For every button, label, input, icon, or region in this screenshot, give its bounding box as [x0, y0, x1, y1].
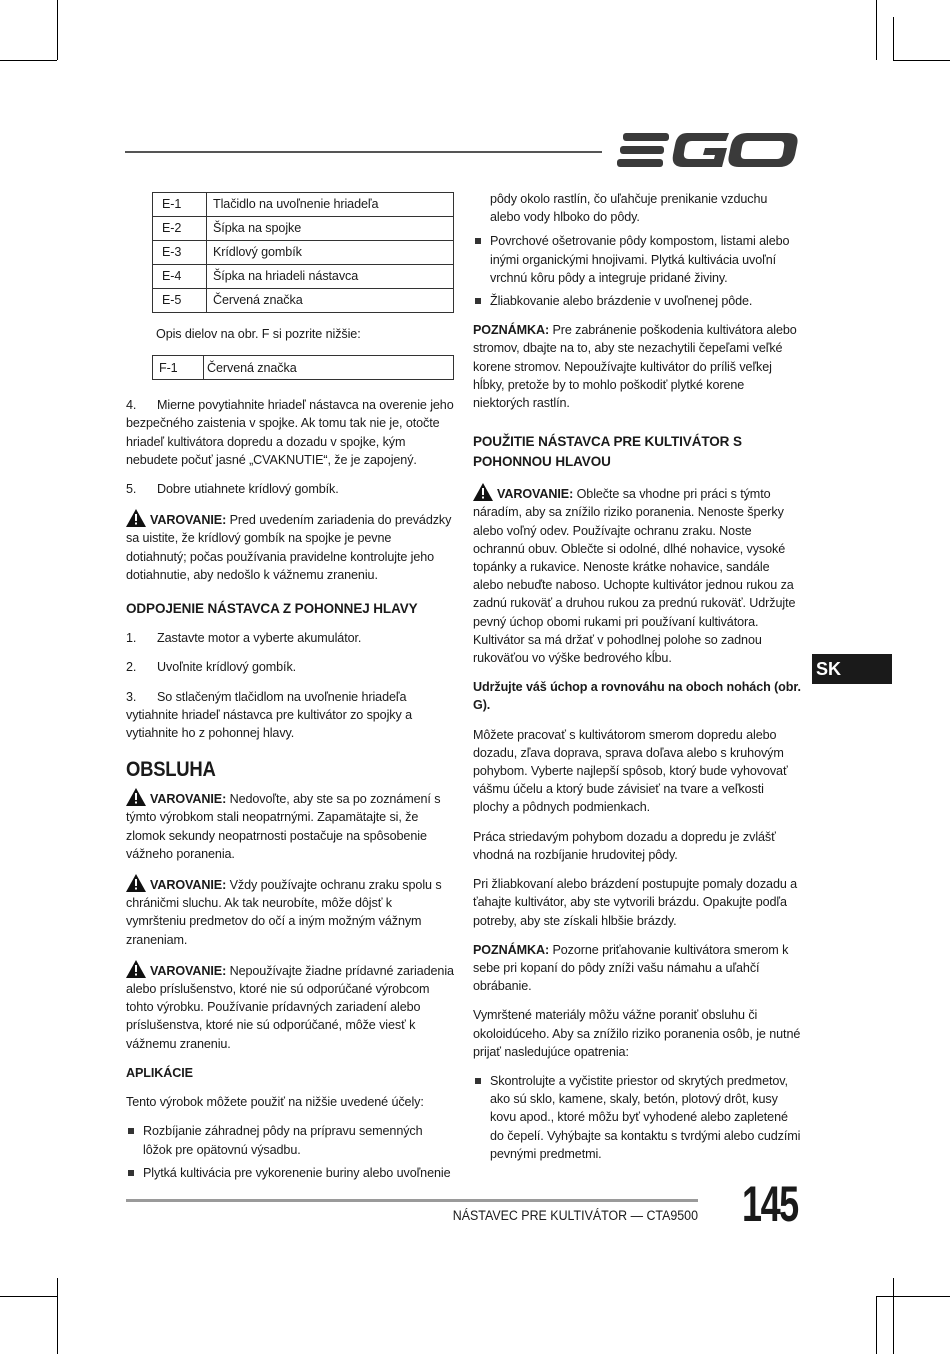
language-tab: SK — [812, 654, 892, 684]
table-row: E-3 Krídlový gombík — [153, 241, 454, 265]
warning-block: VAROVANIE: Nedovoľte, aby ste sa po zoznámení s týmto výrobkom stali neopatrnými. Zapamätajte si, že zlomok sekundy neopatrnosti postačuje na spôsobenie vážneho poranenia. — [126, 788, 454, 863]
section-title: OBSLUHA — [126, 758, 216, 782]
parts-table-f — [152, 355, 454, 380]
ego-logo — [617, 130, 799, 170]
list-item: Povrchové ošetrovanie pôdy kompostom, listami alebo inými organickými hnojivami. Plytká kultivácia uvoľní vrchnú kôru pôdy a integruje pridané živiny. — [473, 232, 801, 287]
table-row: E-5 Červená značka — [153, 289, 454, 313]
crop-mark — [57, 0, 58, 60]
paragraph: Vymrštené materiály môžu vážne poraniť obsluhu či okoloidúceho. Aby sa znížilo riziko poranenia osôb, je nutné prijať nasledujúce opatrenia: — [473, 1008, 801, 1059]
continued-text: pôdy okolo rastlín, čo uľahčuje prenikanie vzduchu alebo vody hlboko do pôdy. — [490, 192, 768, 225]
parts-caption: Opis dielov na obr. F si pozrite nižšie: — [156, 327, 361, 341]
crop-mark — [0, 1296, 57, 1297]
left-column — [126, 192, 454, 1193]
apps-intro: Tento výrobok môžete použiť na nižšie uvedené účely: — [126, 1095, 424, 1110]
step-4: 4. Mierne povytiahnite hriadeľ nástavca na overenie jeho bezpečného zaistenia v spojke. Ak tomu tak nie je, otočte hriadeľ kultivátora dopredu a dozadu v spojke, kým nebudete počuť jasné „CVAKNUTIE“, že je zapojený. — [126, 398, 454, 467]
list-item: Skontrolujte a vyčistite priestor od skrytých predmetov, ako sú sklo, kamene, skaly, betón, plotový drôt, kusy kovu apod., ktoré môžu byť vyhodené alebo zapletené do čepelí. Vyhýbajte sa kontaktu s tvrdými alebo cudzími pevnými predmetmi. — [473, 1072, 801, 1163]
section-heading: POUŽITIE NÁSTAVCA PRE KULTIVÁTOR S POHONNOU HLAVOU — [473, 434, 742, 470]
note-block: POZNÁMKA: Pozorne priťahovanie kultivátora smerom k sebe pri kopaní do pôdy zníži vašu námahu a uľahčí obrábanie. — [473, 942, 789, 994]
right-column — [473, 190, 801, 1174]
bullet-list — [473, 1072, 801, 1163]
warning-block: VAROVANIE: Pred uvedením zariadenia do prevádzky sa uistite, že krídlový gombík na spojke je pevne dotiahnutý; počas používania pravidelne kontrolujte jeho dotiahnutie, aby nedošlo k vážnemu zraneniu. — [126, 509, 454, 584]
paragraph: Pri žliabkovaní alebo brázdení postupujte pomaly dozadu a ťahajte kultivátor, aby ste vytvorili brázdu. Opakujte podľa potreby, aby ste získali hlbšie brázdy. — [473, 877, 798, 928]
crop-mark — [876, 0, 877, 60]
detach-step-1: 1. Zastavte motor a vyberte akumulátor. — [126, 631, 362, 646]
section-heading: APLIKÁCIE — [126, 1065, 193, 1080]
footer-rule — [126, 1199, 698, 1202]
bullet-list — [473, 232, 801, 310]
warning-block: VAROVANIE: Vždy používajte ochranu zraku spolu s chráničmi sluchu. Ak tak neurobíte, môže dôjsť k vymršteniu predmetov do očí a iným možným vážnym zraneniam. — [126, 874, 454, 949]
detach-step-3: 3. So stlačeným tlačidlom na uvoľnenie hriadeľa vytiahnite hriadeľ nástavca pre kultivátor zo spojky a vytiahnite ho z pohonnej hlavy. — [126, 689, 412, 741]
list-item: Rozbíjanie záhradnej pôdy na prípravu semenných lôžok pre opätovnú výsadbu. — [126, 1122, 454, 1158]
apps-list — [126, 1122, 454, 1182]
crop-mark — [893, 17, 894, 60]
section-heading: ODPOJENIE NÁSTAVCA Z POHONNEJ HLAVY — [126, 601, 418, 617]
note-block: POZNÁMKA: Pre zabránenie poškodenia kultivátora alebo stromov, dbajte na to, aby ste nezachytili čepeľami veľké korene stromov. Nepoužívajte kultivátor do príliš veľkej hĺbky, pretože by to mohlo poškodiť plytké korene niektorých rastlín. — [473, 323, 797, 411]
table-row: E-2 Šípka na spojke — [153, 217, 454, 241]
header-rule — [125, 151, 602, 153]
page-number: 145 — [742, 1176, 798, 1232]
list-item: Žliabkovanie alebo brázdenie v uvoľnenej pôde. — [473, 292, 801, 310]
detach-step-2: 2. Uvoľnite krídlový gombík. — [126, 660, 297, 675]
list-item: Plytká kultivácia pre vykorenenie buriny alebo uvoľnenie — [126, 1164, 454, 1182]
step-5: 5. Dobre utiahnete krídlový gombík. — [126, 482, 339, 497]
parts-table-e — [152, 192, 454, 313]
table-row: E-4 Šípka na hriadeli nástavca — [153, 265, 454, 289]
warning-block: VAROVANIE: Oblečte sa vhodne pri práci s týmto náradím, aby sa znížilo riziko poranenia. Nenoste šperky alebo voľný odev. Používajte ochranu zraku. Noste ochrannú obuv. Oblečte si odolné, dlhé nohavice, vysoké topánky a rukavice. Nenoste krátke nohavice, sandále alebo nebuďte naboso. Uchopte kultivátor jednou rukou za zadnú rukoväť a druhou rukou za prednú rukoväť. Udržujte pevný úchop obomi rukami pri používaní kultivátora. Kultivátor sa má držať v pohodlnej polohe so zadnou rukoväťou vo výške bedrového kĺbu. — [473, 483, 801, 667]
warning-icon — [126, 509, 146, 527]
footer-title: NÁSTAVEC PRE KULTIVÁTOR — CTA9500 — [452, 1208, 698, 1223]
crop-mark — [893, 1278, 894, 1354]
crop-mark — [893, 60, 950, 61]
crop-mark — [876, 1296, 877, 1354]
bold-paragraph: Udržujte váš úchop a rovnováhu na oboch nohách (obr. G). — [473, 680, 801, 713]
table-row: E-1 Tlačidlo na uvoľnenie hriadeľa — [153, 193, 454, 217]
crop-mark — [0, 60, 57, 61]
paragraph: Práca striedavým pohybom dozadu a dopredu je zvlášť vhodná na rozbíjanie hrudovitej pôdy. — [473, 829, 776, 862]
warning-icon — [473, 483, 493, 501]
warning-block: VAROVANIE: Nepoužívajte žiadne prídavné zariadenia alebo príslušenstvo, ktoré nie sú odporúčané výrobcom tohto výrobku. Používanie prídavných zariadení alebo príslušenstva, ktoré nie sú odporúčané, môže viesť k vážnemu zraneniu. — [126, 960, 454, 1053]
warning-icon — [126, 960, 146, 978]
crop-mark — [57, 1278, 58, 1354]
table-row: F-1 Červená značka — [153, 356, 454, 380]
warning-icon — [126, 788, 146, 806]
warning-icon — [126, 874, 146, 892]
paragraph: Môžete pracovať s kultivátorom smerom dopredu alebo dozadu, zľava doprava, sprava doľava alebo s kruhovým pohybom. Vyberte najlepší spôsob, ktorý bude vyhovovať vášmu účelu a ktorý bude závisieť na tvare a veľkosti plochy a pôdnych podmienkach. — [473, 727, 788, 815]
crop-mark — [876, 1296, 950, 1297]
